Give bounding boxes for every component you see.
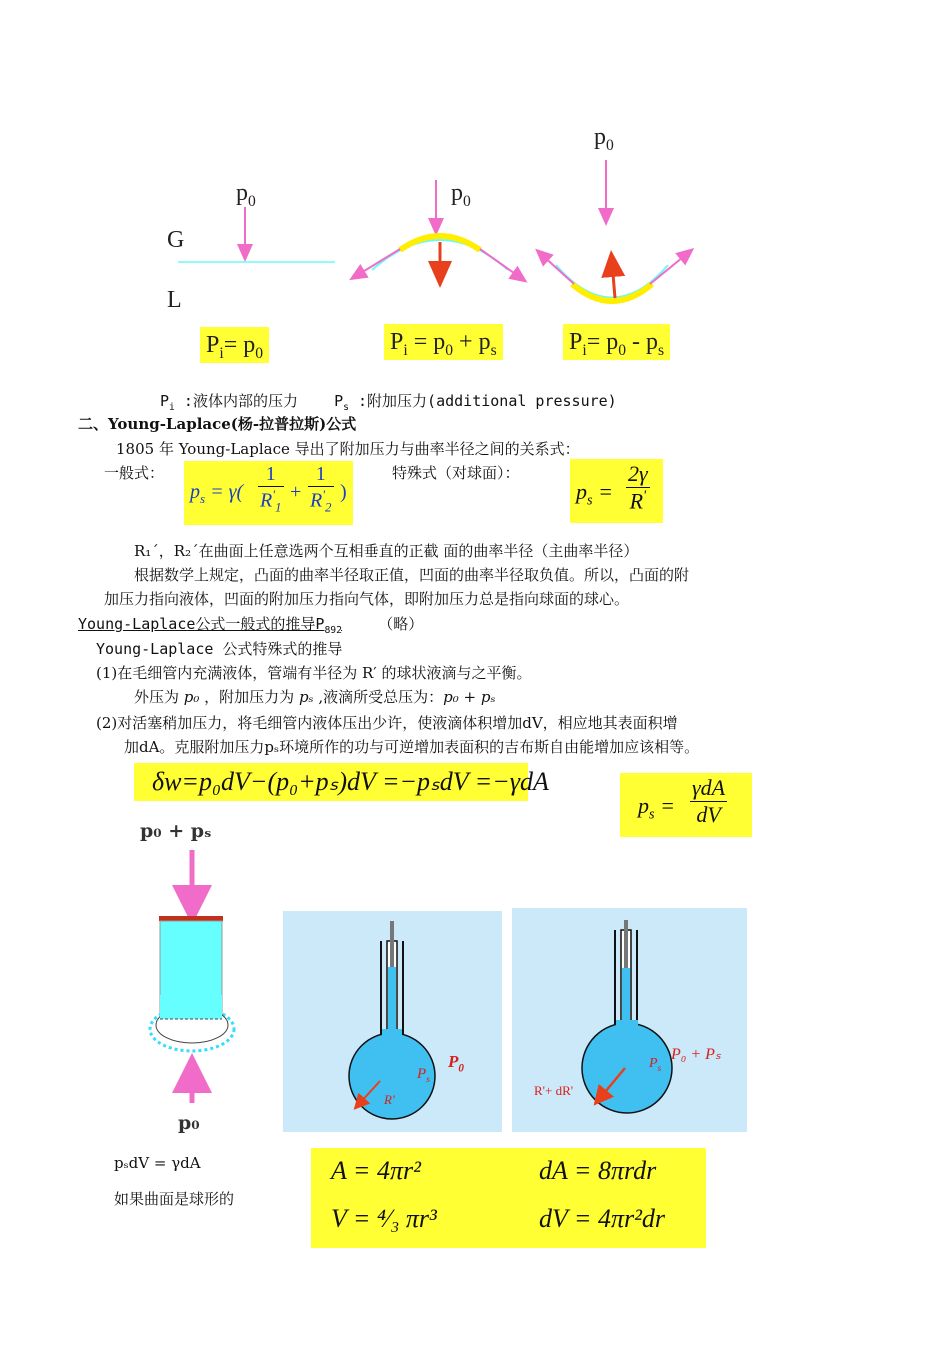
gas-label: G xyxy=(167,227,185,253)
bulb-b-radius: R'+ dR' xyxy=(534,1083,574,1098)
sign-rule-line-1: 根据数学上规定，凸面的曲率半径取正值，凹面的曲率半径取负值。所以，凸面的附 xyxy=(134,566,690,584)
special-label: 特殊式（对球面）： xyxy=(392,464,520,482)
bulb-a-radius: R' xyxy=(384,1092,395,1107)
bulb-a-ps: $P_s$ xyxy=(417,1066,430,1085)
sphere-note: 如果曲面是球形的 xyxy=(114,1190,235,1208)
work-equation: δw=p₀dV−(p₀+pₛ)dV =−pₛdV =−γdA xyxy=(134,763,528,801)
radius-definition: R₁´，R₂´在曲面上任意选两个互相垂直的正截 面的曲率半径（主曲率半径） xyxy=(134,542,639,560)
flat-equation: $P_i= p_0$ xyxy=(200,327,269,363)
p0-label-convex: $p_0$ xyxy=(451,180,471,210)
general-derivation-link[interactable]: Young-Laplace公式一般式的推导$P_{892}$ （略） xyxy=(78,615,424,636)
ps-dA-dV-formula: $p_s$ = γdA dV xyxy=(620,773,752,837)
p0-label-concave: $p_0$ xyxy=(594,124,614,154)
step-2-line-1: (2)对活塞稍加压力，将毛细管内液体压出少许，使液滴体积增加dV，相应地其表面积增 xyxy=(96,714,678,732)
piston-bottom-label: p₀ xyxy=(178,1112,200,1134)
step-1: (1)在毛细管内充满液体，管端有半径为 R′ 的球状液滴与之平衡。 xyxy=(96,664,532,682)
bulb-b-total-pressure: P₀ + Pₛ xyxy=(671,1046,721,1063)
general-formula: $p_s = \gamma$( $\frac{1}{R'_1}$ + $\frac{1}{R'_2}$ ) xyxy=(184,461,353,525)
general-label: 一般式： xyxy=(104,464,165,482)
special-formula: $p_s$ = $\frac{2\gamma}{R'}$ xyxy=(570,459,663,523)
sign-rule-line-2: 加压力指向液体，凹面的附加压力指向气体，即附加压力总是指向球面的球心。 xyxy=(104,590,630,608)
piston-diagram xyxy=(130,845,260,1115)
sphere-formulas: A = 4πr² dA = 8πrdr V = ⁴⁄₃ πr³ dV = 4πr²dr xyxy=(311,1148,706,1248)
convex-equation: $P_i = p_0 + p_s$ xyxy=(384,324,503,360)
concave-equation: $P_i= p_0 - p_s$ xyxy=(563,324,670,360)
ps-arrow-concave xyxy=(612,262,615,298)
piston-top-label: p₀ + pₛ xyxy=(140,820,212,842)
section-title: 二、Young-Laplace(杨-拉普拉斯)公式 xyxy=(78,415,357,433)
surface-pressure-diagram xyxy=(0,0,952,380)
bulb-b-ps: $P_s$ xyxy=(649,1056,662,1073)
step-2-line-2: 加dA。克服附加压力pₛ环境所作的功与可逆增加表面积的吉布斯自由能增加应该相等。 xyxy=(124,738,700,756)
intro-line: 1805 年 Young-Laplace 导出了附加压力与曲率半径之间的关系式： xyxy=(116,440,580,458)
liquid-label: L xyxy=(167,287,182,313)
ps-dv-equation: pₛdV = γdA xyxy=(114,1154,201,1172)
special-derivation-heading: Young-Laplace 公式特殊式的推导 xyxy=(96,640,343,658)
bulb-a-p0: $P_0$ xyxy=(448,1052,464,1075)
p0-label-flat: $p_0$ xyxy=(236,180,256,210)
concave-surface xyxy=(572,284,652,301)
figure-caption: $P_i$ :液体内部的压力 $P_s$ :附加压力(additional pressure) xyxy=(160,392,617,413)
step-1-pressures: 外压为 p₀ ，附加压力为 pₛ ,液滴所受总压为：p₀ + pₛ xyxy=(134,688,496,706)
